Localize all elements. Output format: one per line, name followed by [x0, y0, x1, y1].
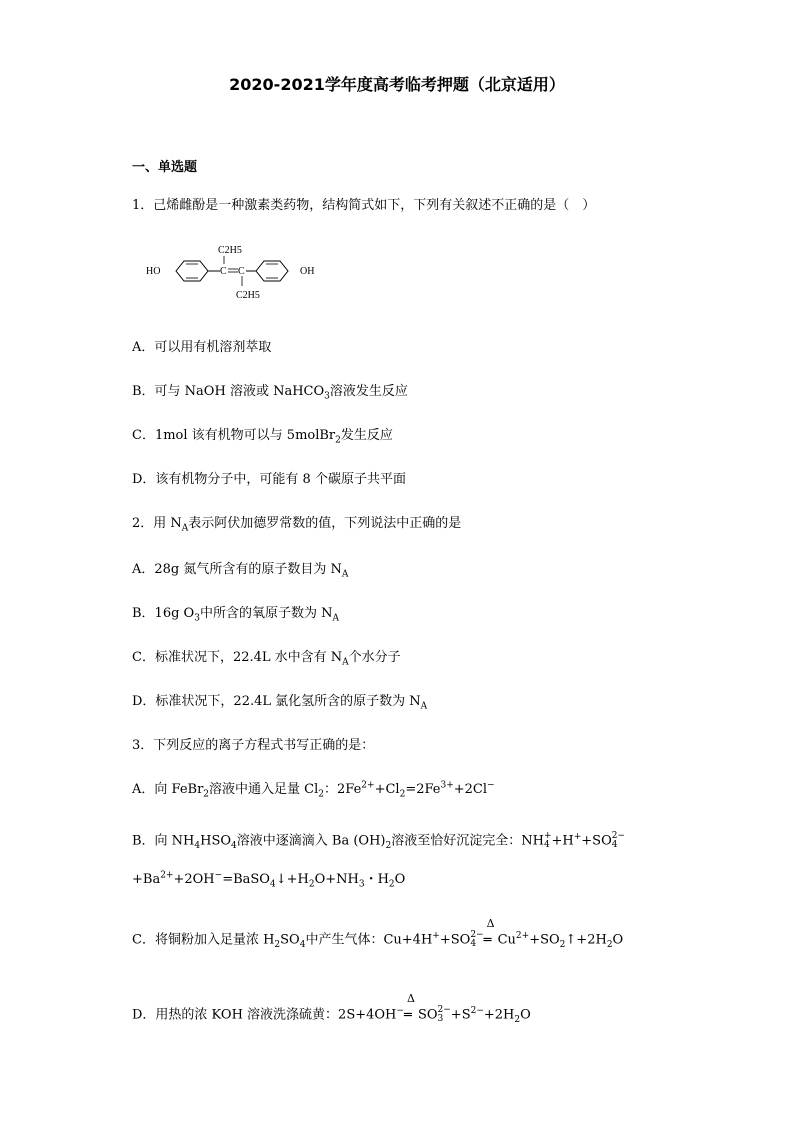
q1-option-b: B．可与 NaOH 溶液或 NaHCO$_3$溶液发生反应	[132, 384, 408, 402]
q1-option-c: C．1mol 该有机物可以与 5molBr$_2$发生反应	[132, 428, 393, 446]
structure-top-group: C2H5	[218, 245, 242, 256]
chemical-structure	[140, 240, 340, 310]
section-heading: 一、单选题	[132, 160, 198, 175]
q3-option-a: A．向 FeBr$_2$溶液中通入足量 $Cl_2$：$2Fe^{2+}+Cl_2=2Fe^{3+}+2Cl^-$	[132, 780, 495, 800]
structure-c2-label: C	[238, 266, 245, 277]
structure-oh-label: OH	[300, 266, 315, 277]
q2-option-c: C．标准状况下，22.4L 水中含有 $N_A$个水分子	[132, 650, 401, 668]
q3-option-b-line1: B．向 $NH_4HSO_4$溶液中逐滴滴入 Ba $(OH)_2$溶液至恰好沉淀完全：NH + 4 +H++SO 2− 4	[132, 831, 626, 852]
structure-ho-label: HO	[146, 266, 161, 277]
structure-c1-label: C	[220, 266, 227, 277]
structure-bottom-group: C2H5	[236, 290, 260, 301]
q1-stem: 1．己烯雌酚是一种激素类药物，结构简式如下，下列有关叙述不正确的是（ ）	[132, 198, 596, 213]
q3-option-b-line2: $+Ba^{2+}+2OH^-=BaSO_4↓+H_2O+NH_3$・$H_2O$	[132, 870, 406, 890]
q3-option-d: D．用热的浓 KOH 溶液洗涤硫黄：2S+4OH− Δ ═ SO 2− 3 $+S^{2-}+2H_2O$	[132, 991, 531, 1026]
heat-arrow: Δ ═	[483, 916, 495, 948]
q2-stem: 2．用 $N_A$表示阿伏加德罗常数的值，下列说法中正确的是	[132, 516, 462, 534]
q3-option-c: C．将铜粉加入足量浓 $H_2SO_4$中产生气体：Cu+4H++SO 2− 4 Δ ═ $Cu^{2+}+SO_2↑+2H_2O$	[132, 916, 624, 951]
heat-arrow: Δ ═	[403, 991, 415, 1023]
q1-option-a: A．可以用有机溶剂萃取	[132, 340, 272, 355]
q2-option-d: D．标准状况下，22.4L 氯化氢所含的原子数为 $N_A$	[132, 694, 428, 712]
q2-option-a: A．28g 氮气所含有的原子数目为 $N_A$	[132, 562, 349, 580]
q1-option-d: D．该有机物分子中，可能有 8 个碳原子共平面	[132, 472, 406, 487]
q3-stem: 3．下列反应的离子方程式书写正确的是：	[132, 738, 375, 753]
page-title: 2020-2021学年度高考临考押题（北京适用）	[229, 75, 565, 94]
q2-option-b: B．16g $O_3$中所含的氧原子数为 $N_A$	[132, 606, 339, 624]
